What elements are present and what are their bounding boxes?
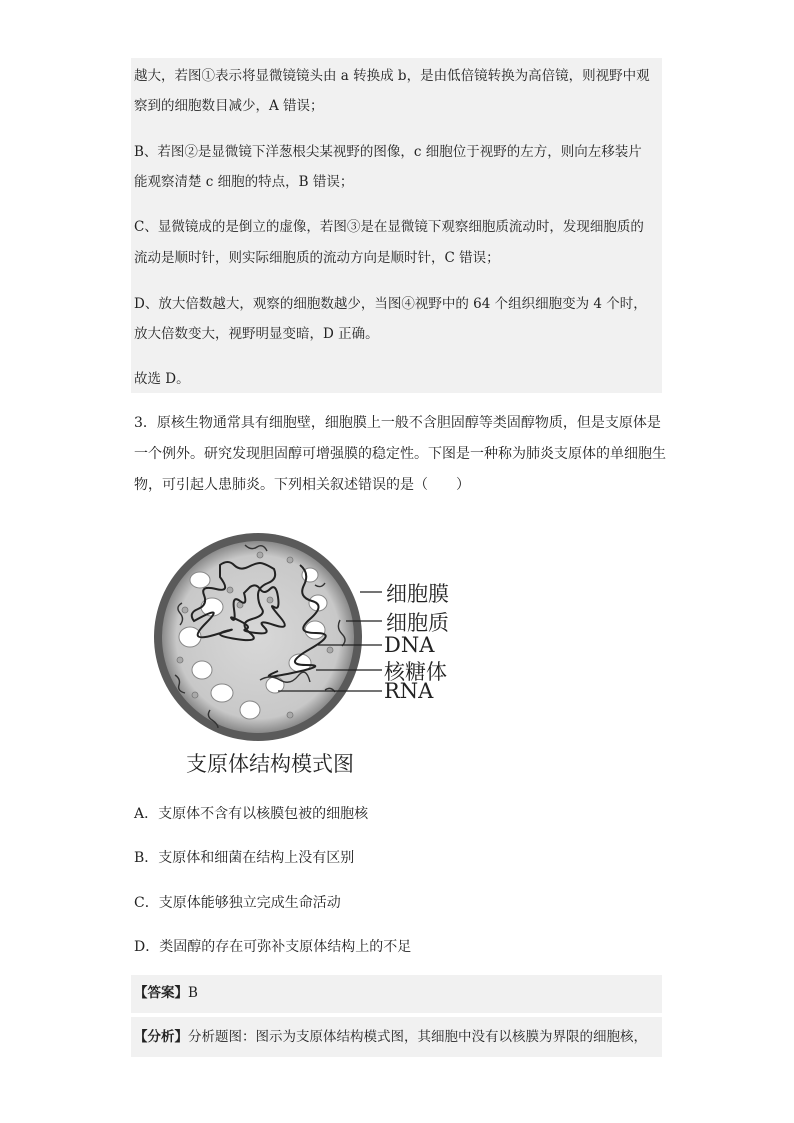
option-c: C．支原体能够独立完成生命活动 (134, 895, 341, 911)
question-line-3: 物，可引起人患肺炎。下列相关叙述错误的是（ ） (134, 477, 470, 493)
explanation-line-4: 能观察清楚 c 细胞的特点，B 错误； (134, 174, 354, 190)
label-dna: DNA (384, 633, 435, 657)
option-a: A．支原体不含有以核膜包被的细胞核 (134, 806, 369, 822)
analysis-text: 分析题图：图示为支原体结构模式图，其细胞中没有以核膜为界限的细胞核， (188, 1029, 647, 1045)
answer-tag: 【答案】 (134, 985, 188, 1001)
explanation-line-2: 察到的细胞数目减少，A 错误； (134, 98, 324, 114)
analysis-tag: 【分析】 (134, 1029, 188, 1045)
explanation-line-8: 放大倍数变大，视野明显变暗，D 正确。 (134, 326, 379, 342)
answer-block (131, 975, 662, 1013)
figure-caption: 支原体结构模式图 (186, 752, 354, 776)
analysis-line (134, 1027, 647, 1047)
option-d: D．类固醇的存在可弥补支原体结构上的不足 (134, 939, 412, 955)
mycoplasma-diagram (150, 525, 470, 780)
explanation-line-6: 流动是顺时针，则实际细胞质的流动方向是顺时针，C 错误； (134, 250, 500, 266)
label-cytoplasm: 细胞质 (386, 611, 449, 635)
explanation-line-3: B、若图②是显微镜下洋葱根尖某视野的图像，c 细胞位于视野的左方，则向左移装片 (134, 144, 642, 160)
answer-line (134, 983, 198, 1003)
explanation-line-7: D、放大倍数越大，观察的细胞数越少，当图④视野中的 64 个组织细胞变为 4 个时， (134, 296, 647, 312)
explanation-line-5: C、显微镜成的是倒立的虚像，若图③是在显微镜下观察细胞质流动时，发现细胞质的 (134, 219, 644, 235)
question-line-1: 3．原核生物通常具有细胞壁，细胞膜上一般不含胆固醇等类固醇物质，但是支原体是 (134, 415, 661, 431)
question-line-2: 一个例外。研究发现胆固醇可增强膜的稳定性。下图是一种称为肺炎支原体的单细胞生 (134, 446, 666, 462)
explanation-line-9: 故选 D。 (134, 371, 190, 387)
label-rna: RNA (384, 679, 434, 703)
option-b: B．支原体和细菌在结构上没有区别 (134, 850, 355, 866)
explanation-line-1: 越大，若图①表示将显微镜镜头由 a 转换成 b，是由低倍镜转换为高倍镜，则视野中观 (134, 68, 650, 84)
answer-value: B (188, 985, 198, 1001)
label-cell-membrane: 细胞膜 (386, 582, 449, 606)
label-ribosome: 核糖体 (384, 660, 447, 684)
